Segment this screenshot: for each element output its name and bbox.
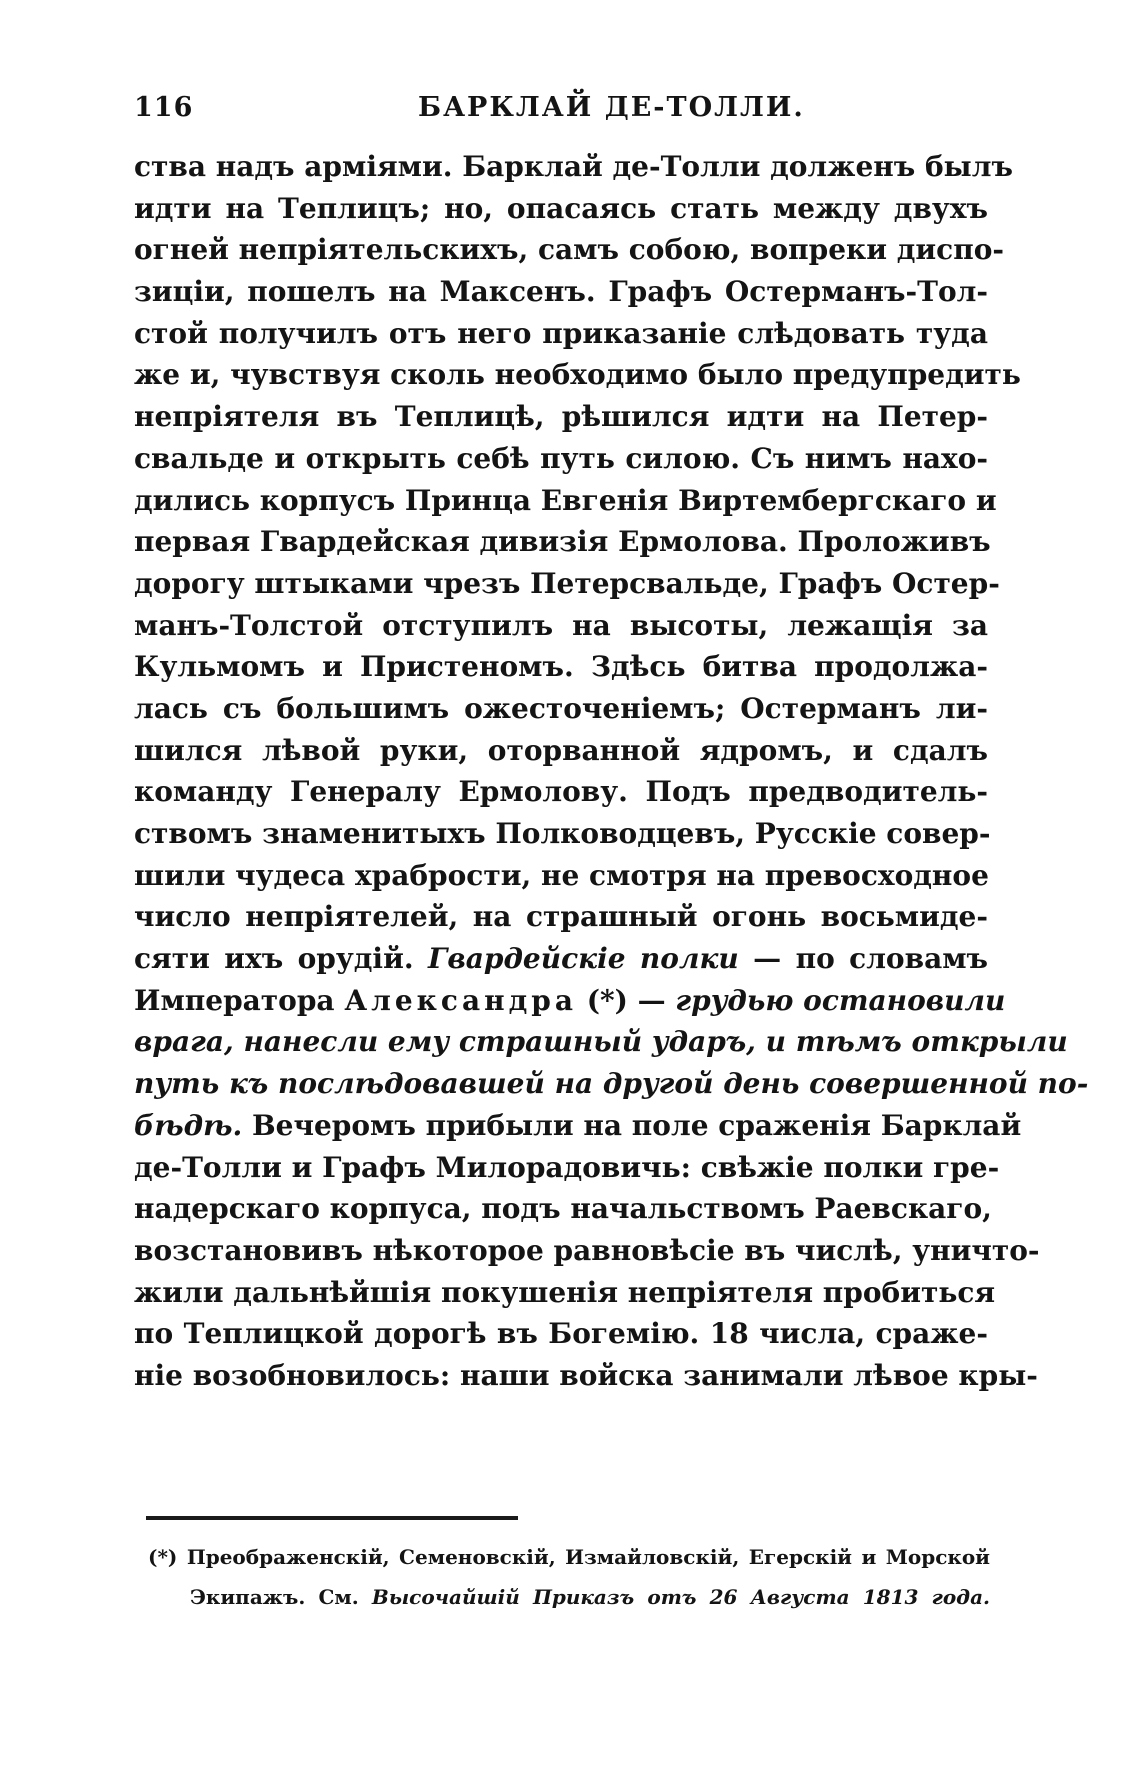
text-line: ніе возобновилось: наши войска занимали лѣвое кры-	[134, 1358, 1038, 1392]
text-line: шили чудеса храбрости, не смотря на превосходное	[134, 858, 989, 892]
text-line: лась съ большимъ ожесточеніемъ; Остерманъ ли-	[134, 691, 988, 725]
italic-line: путь къ послѣдовавшей на другой день совершенной по-	[134, 1067, 1089, 1101]
footnote-rule	[146, 1516, 518, 1520]
text-line: манъ-Толстой отступилъ на высоты, лежащія за	[134, 608, 988, 642]
text-line: де-Толли и Графъ Милорадовичь: свѣжіе полки гре-	[134, 1150, 1000, 1184]
text-line-mixed	[134, 938, 988, 980]
text-line: идти на Теплицъ; но, опасаясь стать между двухъ	[134, 191, 988, 225]
footnote	[148, 1537, 990, 1617]
text-segment: Вечеромъ прибыли на поле сраженія Барклай	[251, 1108, 1022, 1142]
text-line: жили дальнѣйшія покушенія непріятеля пробиться	[134, 1275, 996, 1309]
text-line: число непріятелей, на страшный огонь восьмиде-	[134, 900, 988, 934]
footnote-line: (*) Преображенскій, Семеновскій, Измайловскій, Егерскій и Морской	[148, 1545, 990, 1569]
running-title: БАРКЛАЙ ДЕ-ТОЛЛИ.	[418, 92, 805, 123]
footnote-line-mixed	[148, 1577, 990, 1617]
text-line: огней непріятельскихъ, самъ собою, вопреки диспо-	[134, 233, 1005, 267]
text-line: по Теплицкой дорогѣ въ Богемію. 18 числа, сраже-	[134, 1317, 988, 1351]
text-line: возстановивъ нѣкоторое равновѣсіе въ числѣ, уничто-	[134, 1233, 1040, 1267]
italic-segment: Высочайшій Приказъ отъ 26 Августа 1813 года.	[371, 1585, 991, 1609]
text-line: свальде и открыть себѣ путь силою. Съ нимъ нахо-	[134, 441, 988, 475]
text-segment: Экипажъ. См.	[190, 1585, 359, 1609]
footnote-mark: (*) —	[586, 983, 666, 1017]
text-line: дорогу штыками чрезъ Петерсвальде, Графъ Остер-	[134, 566, 1000, 600]
italic-segment: грудью остановили	[675, 983, 1006, 1017]
italic-line: врага, нанесли ему страшный ударъ, и тѣмъ открыли	[134, 1025, 1068, 1059]
body-text	[134, 146, 1089, 1397]
text-line: команду Генералу Ермолову. Подъ предводитель-	[134, 775, 988, 809]
text-line: надерскаго корпуса, подъ начальствомъ Раевскаго,	[134, 1192, 992, 1226]
text-line-mixed	[134, 1105, 1022, 1147]
text-segment: Императора	[134, 983, 335, 1017]
text-line: ства надъ арміями. Барклай де-Толли долженъ былъ	[134, 150, 1013, 183]
text-line: стой получилъ отъ него приказаніе слѣдовать туда	[134, 316, 988, 350]
page-number: 116	[134, 92, 194, 123]
page-header	[134, 92, 988, 132]
text-line: ствомъ знаменитыхъ Полководцевъ, Русскіе совер-	[134, 817, 991, 850]
italic-segment: Гвардейскіе полки	[428, 942, 739, 976]
text-line: непріятеля въ Теплицѣ, рѣшился идти на Петер-	[134, 400, 988, 434]
text-line: Кульмомъ и Пристеномъ. Здѣсь битва продолжа-	[134, 650, 988, 684]
italic-segment: бѣдѣ.	[134, 1108, 243, 1142]
text-line: зиціи, пошелъ на Максенъ. Графъ Остерманъ-Тол-	[134, 275, 988, 309]
text-segment: сяти ихъ орудій.	[134, 942, 414, 976]
emperor-name: Александра	[344, 983, 577, 1017]
text-line: первая Гвардейская дивизія Ермолова. Проложивъ	[134, 525, 991, 559]
text-line: шился лѣвой руки, оторванной ядромъ, и сдалъ	[134, 733, 988, 767]
text-line: же и, чувствуя сколь необходимо было предупредить	[134, 358, 1021, 392]
text-line-mixed	[134, 980, 1006, 1022]
text-line: дились корпусъ Принца Евгенія Виртембергскаго и	[134, 483, 997, 517]
text-segment: — по словамъ	[753, 942, 989, 976]
